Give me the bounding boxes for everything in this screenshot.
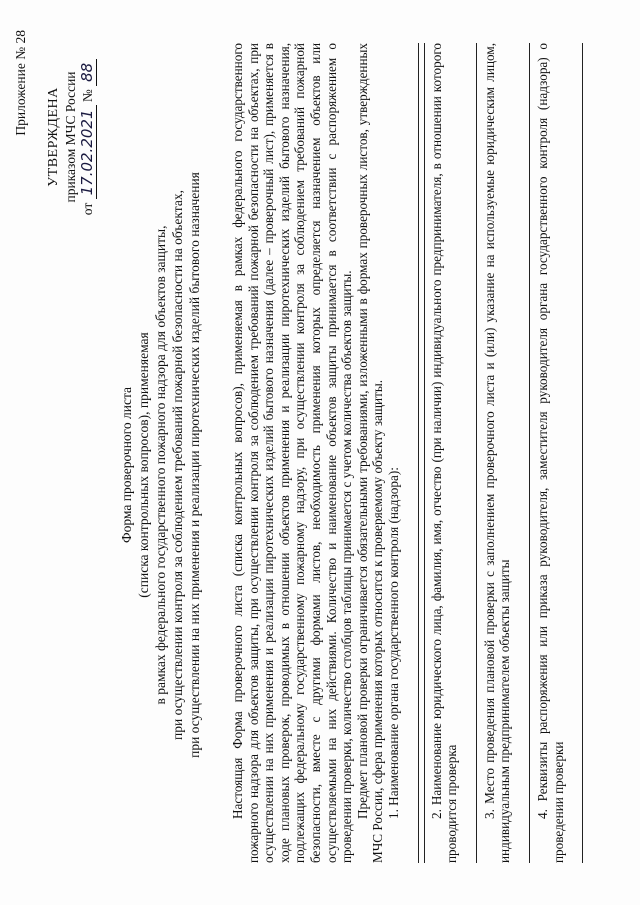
divider bbox=[424, 43, 425, 863]
item-4-fill-line[interactable] bbox=[568, 43, 583, 863]
title-line-2: (списка контрольных вопросов), применяемая bbox=[136, 332, 151, 598]
number-prefix: № bbox=[80, 89, 95, 103]
date-prefix: от bbox=[80, 202, 95, 216]
item-1-fill-line[interactable] bbox=[404, 43, 419, 863]
scope-paragraph: Предмет плановой проверки ограничивается обязательными требованиями, изложенными в формах проверочных листов, утвержденных МЧС России, сфера применения которых относится к проверяемому объекту защиты. bbox=[354, 43, 386, 863]
order-number: 88 bbox=[78, 59, 97, 86]
item-1: 1. Наименование органа государственного контроля (надзора): bbox=[385, 467, 401, 819]
item-4: 4. Реквизиты распоряжения или приказа руководителя, заместителя руководителя органа государственного контроля (надзора) о проведении проверки bbox=[534, 43, 566, 863]
title-line-1: Форма проверочного листа bbox=[119, 386, 134, 544]
title-line-4: при осуществлении контроля за соблюдением требований пожарной безопасности на объектах, bbox=[170, 190, 185, 740]
order-date: 17.02.2021 bbox=[78, 106, 97, 200]
document-body bbox=[230, 43, 588, 863]
form-title bbox=[118, 115, 203, 815]
title-line-3: в рамках федерального государственного пожарного надзора для объектов защиты, bbox=[153, 225, 168, 705]
item-2-fill-line[interactable] bbox=[462, 43, 477, 863]
order-date-line bbox=[79, 22, 96, 252]
title-line-5: при осуществлении на них применения и реализации пиротехнических изделий бытового назначения bbox=[187, 172, 202, 758]
item-2: 2. Наименование юридического лица, фамилия, имя, отчество (при наличии) индивидуального предпринимателя, в отношении которого проводится проверка bbox=[428, 43, 460, 863]
item-3: 3. Место проведения плановой проверки с заполнением проверочного листа и (или) указание на используемые юридическим лицом, индивидуальным предпринимателем объекты защиты bbox=[481, 43, 513, 863]
appendix-label: Приложение № 28 bbox=[13, 30, 28, 136]
approved-label: УТВЕРЖДЕНА bbox=[46, 87, 61, 187]
approval-stamp bbox=[12, 22, 96, 252]
order-label: приказом МЧС России bbox=[63, 71, 78, 203]
intro-paragraph: Настоящая Форма проверочного листа (списка контрольных вопросов), применяемая в рамках федерального государственного пожарного надзора для объектов защиты, при осуществлении контроля за соблюдением требований пожарной безопасности на объектах, при осуществлении на них применения и реализации пиротехнических изделий бытового назначения (далее – проверочный лист), применяется в ходе плановых проверок, проводимых в отношении объектов применения и реализации пиротехнических изделий бытового назначения, подлежащих федеральному государственному пожарному надзору, при осуществлении контроля за соблюдением требований пожарной безопасности, вместе с другими формами листов, необходимость применения которых определяется назначением объектов или осуществляемыми на них действиями. Количество и наименование объектов защиты принимается в соответствии с распоряжением о проведении проверки, количество столбцов таблицы принимается с учетом количества объектов защиты. bbox=[230, 43, 355, 863]
item-3-fill-line[interactable] bbox=[515, 43, 530, 863]
